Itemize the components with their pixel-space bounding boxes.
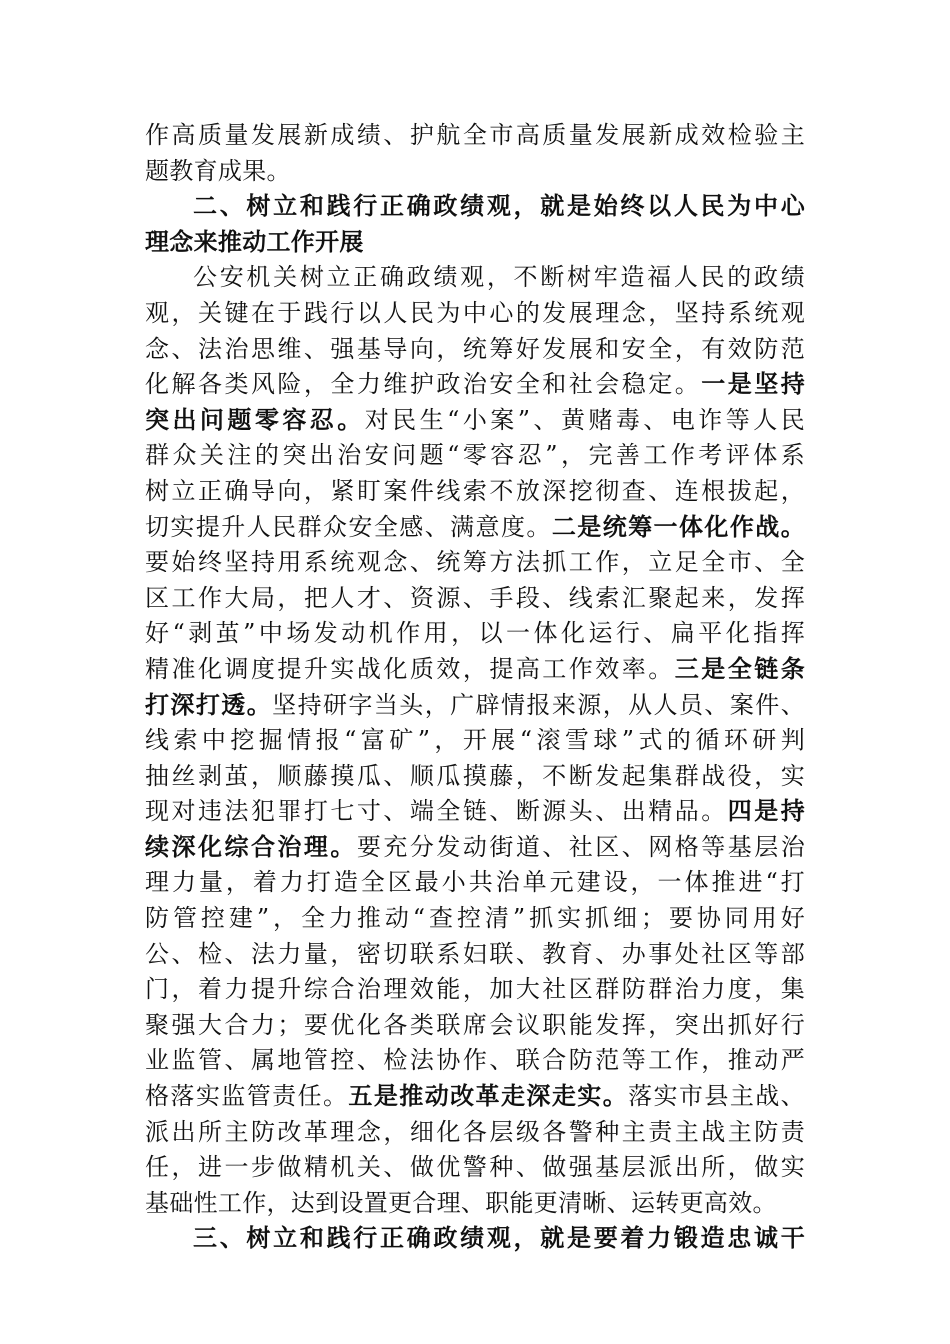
text-segment: 业监管、属地管控、检法协作、联合防范等工作，推动严	[145, 1046, 805, 1075]
paragraph-line	[145, 367, 805, 403]
text-segment: 现对违法犯罪打七寸、端全链、断源头、出精品。	[145, 797, 728, 826]
bold-text-segment: 打深打透。	[145, 690, 273, 719]
paragraph-line	[145, 1043, 805, 1079]
bold-text-segment: 一是坚持	[701, 370, 805, 399]
text-segment: 念、法治思维、强基导向，统筹好发展和安全，有效防范	[145, 334, 805, 363]
paragraph-line	[145, 438, 805, 474]
paragraph-line	[145, 1186, 805, 1222]
text-segment: 派出所主防改革理念，细化各层级各警种主责主战主防责	[145, 1117, 805, 1146]
text-segment: 题教育成果。	[145, 156, 291, 185]
text-segment: 公、检、法力量，密切联系妇联、教育、办事处社区等部	[145, 939, 805, 968]
text-segment: 精准化调度提升实战化质效，提高工作效率。	[145, 654, 675, 683]
section-heading-line	[145, 225, 805, 261]
paragraph-line	[145, 545, 805, 581]
bold-text-segment: 二、树立和践行正确政绩观，就是始终以人民为中心	[193, 192, 805, 221]
paragraph-line	[145, 1115, 805, 1151]
text-segment: 公安机关树立正确政绩观，不断树牢造福人民的政绩	[193, 263, 805, 292]
bold-text-segment: 突出问题零容忍。	[145, 405, 365, 434]
text-segment: 任，进一步做精机关、做优警种、做强基层派出所，做实	[145, 1153, 805, 1182]
bold-text-segment: 五是推动改革走深走实。	[348, 1082, 629, 1111]
text-segment: 好“剥茧”中场发动机作用，以一体化运行、扁平化指挥	[145, 619, 805, 648]
text-segment: 树立正确导向，紧盯案件线索不放深挖彻查、连根拔起，	[145, 476, 805, 505]
paragraph-line	[145, 510, 805, 546]
bold-text-segment: 续深化综合治理。	[145, 832, 357, 861]
bold-text-segment: 三、树立和践行正确政绩观，就是要着力锻造忠诚干	[193, 1224, 805, 1253]
paragraph-line	[145, 688, 805, 724]
paragraph-line	[145, 830, 805, 866]
paragraph-line	[145, 118, 805, 154]
text-segment: 聚强大合力；要优化各类联席会议职能发挥，突出抓好行	[145, 1010, 805, 1039]
section-heading-line	[145, 1221, 805, 1257]
text-segment: 区工作大局，把人才、资源、手段、线索汇聚起来，发挥	[145, 583, 805, 612]
paragraph-line	[145, 865, 805, 901]
text-segment: 基础性工作，达到设置更合理、职能更清晰、运转更高效。	[145, 1188, 777, 1217]
paragraph-line	[145, 901, 805, 937]
text-segment: 要始终坚持用系统观念、统筹方法抓工作，立足全市、全	[145, 548, 805, 577]
paragraph-line	[145, 723, 805, 759]
bold-text-segment: 三是全链条	[674, 654, 805, 683]
bold-text-segment: 四是持	[727, 797, 805, 826]
text-segment: 门，着力提升综合治理效能，加大社区群防群治力度，集	[145, 975, 805, 1004]
text-segment: 落实市县主战、	[628, 1082, 805, 1111]
paragraph-line	[145, 652, 805, 688]
paragraph-line	[145, 332, 805, 368]
paragraph-line	[145, 616, 805, 652]
document-body	[145, 118, 805, 1257]
paragraph-line	[145, 296, 805, 332]
paragraph-line	[145, 403, 805, 439]
text-segment: 要充分发动街道、社区、网格等基层治	[356, 832, 805, 861]
text-segment: 格落实监管责任。	[145, 1082, 349, 1111]
paragraph-line	[145, 1150, 805, 1186]
paragraph-line	[145, 581, 805, 617]
paragraph-line	[145, 759, 805, 795]
text-segment: 切实提升人民群众安全感、满意度。	[145, 512, 552, 541]
text-segment: 抽丝剥茧，顺藤摸瓜、顺瓜摸藤，不断发起集群战役，实	[145, 761, 805, 790]
text-segment: 线索中挖掘情报“富矿”，开展“滚雪球”式的循环研判	[145, 726, 805, 755]
paragraph-line	[145, 474, 805, 510]
paragraph-line	[145, 1079, 805, 1115]
text-segment: 群众关注的突出治安问题“零容忍”，完善工作考评体系	[145, 441, 805, 470]
paragraph-line	[145, 972, 805, 1008]
bold-text-segment: 二是统筹一体化作战。	[551, 512, 805, 541]
text-segment: 化解各类风险，全力维护政治安全和社会稳定。	[145, 370, 702, 399]
paragraph-line	[145, 937, 805, 973]
paragraph-line	[145, 154, 805, 190]
text-segment: 防管控建”，全力推动“查控清”抓实抓细；要协同用好	[145, 904, 805, 933]
section-heading-line	[145, 189, 805, 225]
bold-text-segment: 理念来推动工作开展	[145, 227, 364, 256]
paragraph-line	[145, 794, 805, 830]
text-segment: 作高质量发展新成绩、护航全市高质量发展新成效检验主	[145, 121, 805, 149]
text-segment: 理力量，着力打造全区最小共治单元建设，一体推进“打	[145, 868, 805, 897]
paragraph-line	[145, 1008, 805, 1044]
paragraph-line	[145, 260, 805, 296]
text-segment: 坚持研字当头，广辟情报来源，从人员、案件、	[272, 690, 805, 719]
text-segment: 对民生“小案”、黄赌毒、电诈等人民	[364, 405, 805, 434]
text-segment: 观，关键在于践行以人民为中心的发展理念，坚持系统观	[145, 298, 805, 327]
